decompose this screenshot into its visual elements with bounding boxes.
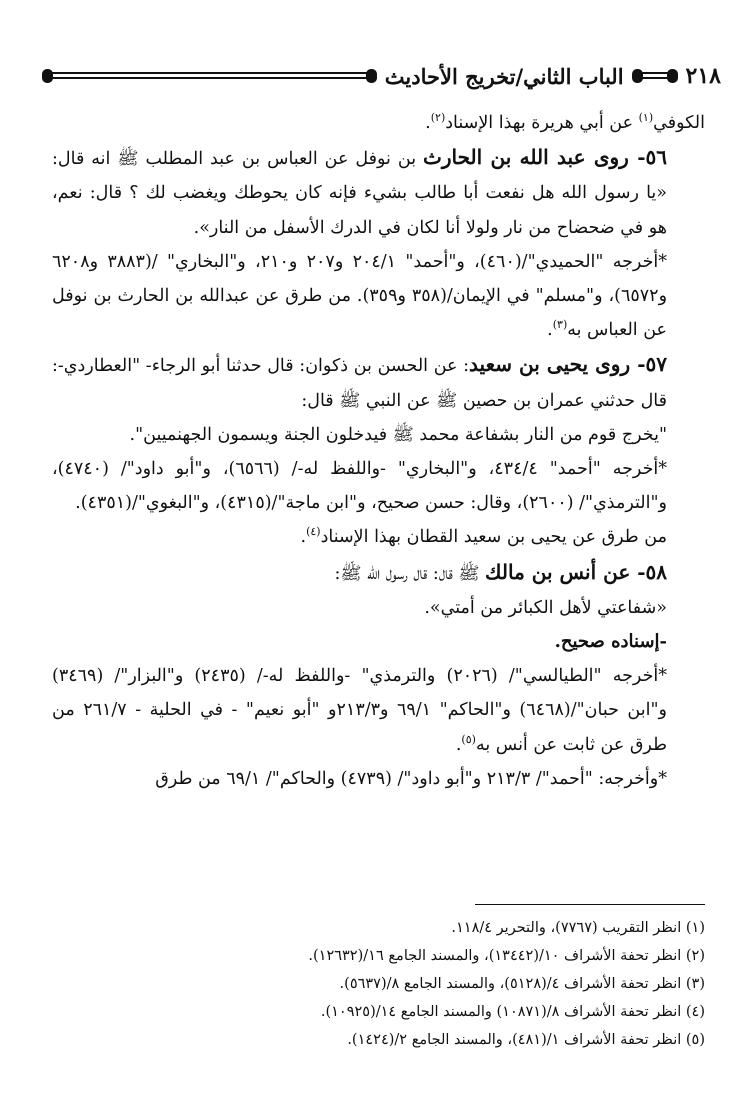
hadith-text: ﷺ قال: قال رسول الله ﷺ:: [334, 563, 486, 584]
footnote-ref[interactable]: (١): [638, 111, 654, 125]
page-number: ٢١٨: [685, 63, 721, 89]
hadith-57: [52, 347, 705, 417]
footnote-3: (٣) انظر تحفة الأشراف ٤/(٥١٢٨)، والمسند الجامع ٨/(٥٦٣٧).: [339, 976, 705, 992]
chapter-title: الباب الثاني/تخريج الأحاديث: [384, 63, 624, 89]
hadith-number: ٥٧-: [630, 352, 667, 377]
header-ornament-left: [42, 69, 377, 83]
hadith-text: بن نوفل عن العباس بن عبد المطلب ﷺ انه قال: «يا رسول الله هل نفعت أبا طالب بشيء فإنه كان يحوطك ويغضب لك ؟ قال: نعم، هو في ضحضاح من نار ولولا أنا لكان في الدرك الأسفل من النار».: [52, 149, 667, 238]
takhrij-57-note: من طرق عن يحيى بن سعيد القطان بهذا الإسناد$^{(٤)}$.: [300, 525, 667, 548]
footnote-ref[interactable]: (٢): [430, 111, 446, 125]
takhrij-57: *أخرجه "أحمد" ٤٣٤/٤، و"البخاري" -واللفظ له-/ (٦٥٦٦)، و"أبو داود"/ (٤٧٤٠)، و"الترمذي"/ (٢٦٠٠)، وقال: حسن صحيح، و"ابن ماجة"/(٤٣١٥)، و"البغوي"/(٤٣٥١).: [52, 459, 667, 514]
isnad-grading: -إسناده صحيح.: [554, 631, 667, 653]
hadith-text: : عن الحسن بن ذكوان: قال حدثنا أبو الرجاء- "العطاردي-: قال حدثني عمران بن حصين ﷺ عن النبي ﷺ قال:: [52, 356, 667, 411]
page-header: [42, 58, 721, 94]
hadith-56: [52, 140, 705, 245]
hadith-number: ٥٨-: [630, 559, 667, 584]
footnote-4: (٤) انظر تحفة الأشراف ٨/(١٠٨٧١) والمسند الجامع ١٤/(١٠٩٢٥).: [320, 1004, 705, 1020]
paragraph-continuation: الكوفي$^{(١)}$ عن أبي هريرة بهذا الإسناد$^{(٢)}$.: [425, 111, 705, 133]
takhrij-58: *أخرجه "الطيالسي"/ (٢٠٢٦) والترمذي" -واللفظ له-/ (٢٤٣٥) و"البزار"/ (٣٤٦٩) و"ابن حبان"/(٦٤٦٨) و"الحاكم" ٦٩/١ و٢١٣/٣و "أبو نعيم" - في الحلية - ٢٦١/٧ من طرق عن ثابت عن أنس به$^{(٥)}$.: [52, 666, 667, 755]
hadith-number: ٥٦-: [628, 145, 667, 170]
hadith-58: [52, 555, 705, 591]
hadith-58-quote: «شفاعتي لأهل الكبائر من أمتي».: [424, 597, 667, 618]
footnote-ref[interactable]: (٥): [461, 732, 476, 746]
hadith-narrator: روى يحيى بن سعيد: [469, 352, 631, 377]
footnote-2: (٢) انظر تحفة الأشراف ١٠/(١٣٤٤٢)، والمسند الجامع ١٦/(١٢٦٣٢).: [308, 948, 705, 964]
footnote-5: (٥) انظر تحفة الأشراف ١/(٤٨١)، والمسند الجامع ٢/(١٤٢٤).: [347, 1032, 705, 1048]
hadith-narrator: روى عبد الله بن الحارث: [423, 145, 629, 170]
footnote-separator: [475, 904, 705, 905]
footnote-1: (١) انظر التقريب (٧٧٦٧)، والتحرير ١١٨/٤.: [451, 920, 705, 936]
footnotes: [52, 914, 705, 1054]
footnote-ref[interactable]: (٣): [552, 318, 568, 332]
hadith-narrator: عن أنس بن مالك: [485, 559, 631, 584]
main-text: [52, 106, 705, 796]
header-ornament-right: [632, 69, 678, 83]
takhrij-58b: *وأخرجه: "أحمد"/ ٢١٣/٣ و"أبو داود"/ (٤٧٣٩) والحاكم"/ ٦٩/١ من طرق: [155, 768, 667, 789]
hadith-57-quote: "يخرج قوم من النار بشفاعة محمد ﷺ فيدخلون الجنة ويسمون الجهنميين".: [129, 424, 667, 445]
takhrij-56: *أخرجه "الحميدي"/(٤٦٠)، و"أحمد" ٢٠٤/١ و٢٠٧ و٢١٠، و"البخاري" /(٣٨٨٣ و٦٢٠٨ و٦٥٧٢)، و"مسلم" في الإيمان/(٣٥٨ و٣٥٩). من طرق عن عبدالله بن الحارث بن نوفل عن العباس به$^{(٣)}$.: [52, 251, 668, 341]
footnote-ref[interactable]: (٤): [306, 525, 321, 539]
